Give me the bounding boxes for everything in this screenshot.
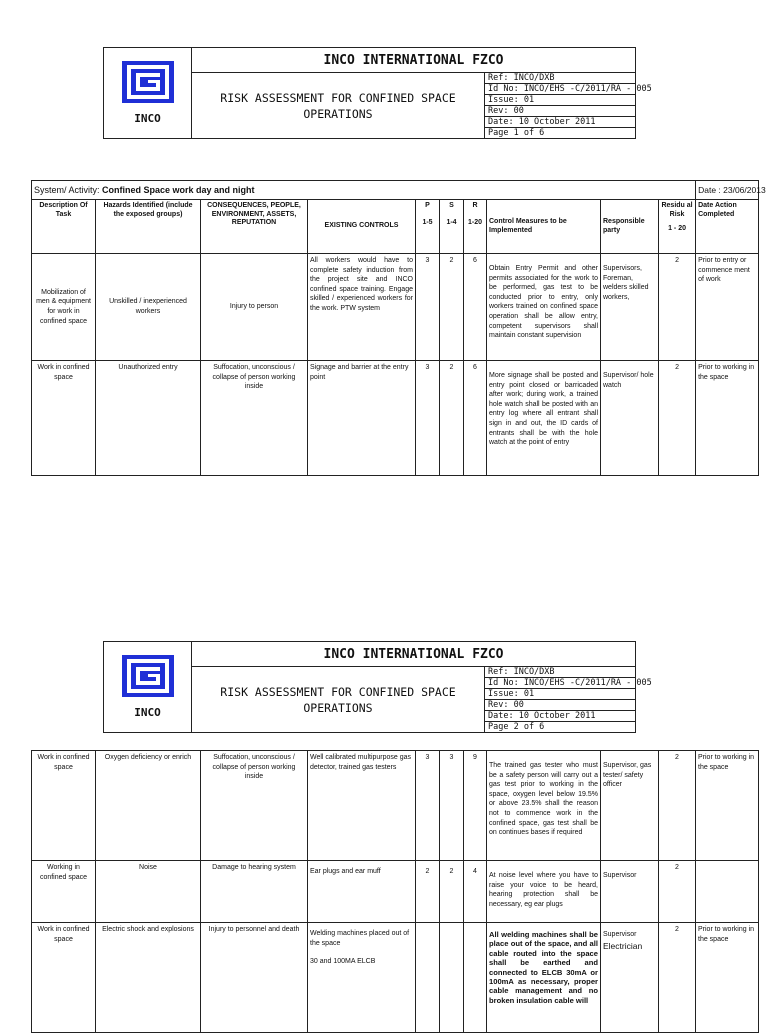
date-action-cell: Prior to entry or commence ment of work: [696, 254, 759, 361]
table-row: [32, 861, 759, 923]
hazard-cell: Noise: [96, 861, 201, 923]
hazard-cell: Oxygen deficiency or enrich: [96, 751, 201, 861]
hazard-cell: Unauthorized entry: [96, 361, 201, 476]
p-cell: 3: [416, 361, 440, 476]
column-header-row: [32, 200, 759, 254]
control-cell: More signage shall be posted and entry point closed or barricaded after work; during work, a trained hole watch shall be posted with an entry log where all entrant shall sign in and out, the ID cards of entrants shall be with the hole watch at the point of entry: [487, 361, 601, 476]
activity-label: System/ Activity:: [34, 185, 100, 195]
date-line: Date: 10 October 2011: [485, 711, 636, 722]
consequence-cell: Suffocation, unconscious / collapse of person working inside: [201, 751, 308, 861]
inco-logo-icon: [122, 61, 174, 103]
document-header: [103, 641, 652, 733]
risk-table-page-2: [31, 750, 759, 1033]
id-line: Id No: INCO/EHS -C/2011/RA - 005: [485, 678, 636, 689]
date-action-cell: Prior to working in the space: [696, 751, 759, 861]
col-control: Control Measures to be Implemented: [487, 200, 601, 254]
task-cell: Work in confined space: [32, 923, 96, 1033]
existing-cell: All workers would have to complete safety induction from the project site and INCO confined space training. Engage skilled / experienced workers for the work. PTW system: [308, 254, 416, 361]
logo-block: [104, 48, 192, 139]
residual-cell: 2: [659, 923, 696, 1033]
ref-line: Ref: INCO/DXB: [485, 73, 636, 84]
consequence-cell: Injury to person: [201, 254, 308, 361]
consequence-cell: Suffocation, unconscious / collapse of person working inside: [201, 361, 308, 476]
col-r: R 1-20: [464, 200, 487, 254]
col-p: P 1-5: [416, 200, 440, 254]
rev-line: Rev: 00: [485, 106, 636, 117]
existing-cell: [308, 923, 416, 1033]
ref-line: Ref: INCO/DXB: [485, 667, 636, 678]
document-header: [103, 47, 652, 139]
existing-text: Welding machines placed out of the space: [310, 930, 410, 947]
date-action-cell: Prior to working in the space: [696, 923, 759, 1033]
s-cell: 2: [440, 361, 464, 476]
date-action-cell: Prior to working in the space: [696, 361, 759, 476]
activity-value: Confined Space work day and night: [102, 185, 255, 195]
responsible-cell: Supervisor: [601, 861, 659, 923]
residual-cell: 2: [659, 361, 696, 476]
control-cell: The trained gas tester who must be a safety person will carry out a gas test prior to working in the space, oxygen level below 19.5% or above 23.5% shall the reason not to commence work in the confined space, gas test shall be on continues bases if required: [487, 751, 601, 861]
logo-text: INCO: [134, 706, 161, 719]
p-cell: 3: [416, 254, 440, 361]
responsible-cell: Supervisor/ hole watch: [601, 361, 659, 476]
existing-text-2: 30 and 100MA ELCB: [310, 958, 376, 966]
col-s: S 1-4: [440, 200, 464, 254]
id-line: Id No: INCO/EHS -C/2011/RA - 005: [485, 84, 636, 95]
activity-row: [32, 181, 759, 200]
residual-cell: 2: [659, 861, 696, 923]
task-cell: Work in confined space: [32, 751, 96, 861]
page-number: Page 2 of 6: [485, 722, 636, 733]
col-description: Description Of Task: [32, 200, 96, 254]
responsible-cell: Supervisor, gas tester/ safety officer: [601, 751, 659, 861]
document-title: RISK ASSESSMENT FOR CONFINED SPACE OPERATIONS: [192, 667, 485, 733]
inco-logo-icon: [122, 655, 174, 697]
consequence-cell: Injury to personnel and death: [201, 923, 308, 1033]
table-row: [32, 923, 759, 1033]
document-title: RISK ASSESSMENT FOR CONFINED SPACE OPERATIONS: [192, 73, 485, 139]
page-number: Page 1 of 6: [485, 128, 636, 139]
r-cell: 6: [464, 361, 487, 476]
company-name: INCO INTERNATIONAL FZCO: [192, 48, 636, 73]
date-action-cell: [696, 861, 759, 923]
task-cell: Work in confined space: [32, 361, 96, 476]
s-cell: 2: [440, 254, 464, 361]
s-cell: 3: [440, 751, 464, 861]
task-cell: Mobilization of men & equipment for work in confined space: [32, 254, 96, 361]
col-existing: EXISTING CONTROLS: [308, 200, 416, 254]
residual-cell: 2: [659, 254, 696, 361]
risk-table-page-1: [31, 180, 766, 476]
p-cell: [416, 923, 440, 1033]
p-cell: 3: [416, 751, 440, 861]
existing-cell: Ear plugs and ear muff: [308, 861, 416, 923]
date-line: Date: 10 October 2011: [485, 117, 636, 128]
col-consequences: CONSEQUENCES, PEOPLE, ENVIRONMENT, ASSETS, REPUTATION: [201, 200, 308, 254]
control-cell: Obtain Entry Permit and other permits associated for the work to be performed, gas test to be conducted prior to entry, only workers trained on confined space operation shall be allow entry, competent supervisors shall maintain constant supervision: [487, 254, 601, 361]
r-cell: 4: [464, 861, 487, 923]
responsible-text: Supervisor: [603, 931, 637, 938]
r-cell: 6: [464, 254, 487, 361]
table-row: [32, 751, 759, 861]
r-cell: [464, 923, 487, 1033]
r-cell: 9: [464, 751, 487, 861]
rev-line: Rev: 00: [485, 700, 636, 711]
responsible-text-2: Electrician: [603, 940, 643, 951]
task-cell: Working in confined space: [32, 861, 96, 923]
activity-cell: [32, 181, 696, 200]
hazard-cell: Electric shock and explosions: [96, 923, 201, 1033]
p-cell: 2: [416, 861, 440, 923]
residual-cell: 2: [659, 751, 696, 861]
existing-cell: Signage and barrier at the entry point: [308, 361, 416, 476]
hazard-cell: Unskilled / inexperienced workers: [96, 254, 201, 361]
consequence-cell: Damage to hearing system: [201, 861, 308, 923]
logo-text: INCO: [134, 112, 161, 125]
col-date-action: Date Action Completed: [696, 200, 759, 254]
issue-line: Issue: 01: [485, 689, 636, 700]
table-row: [32, 254, 759, 361]
control-cell: All welding machines shall be place out of the space, and all cable routed into the space shall be earthed and connected to ELCB 30mA or 100mA as necessary, proper cable management and no broken insulation cable will: [487, 923, 601, 1033]
company-name: INCO INTERNATIONAL FZCO: [192, 642, 636, 667]
activity-date: Date : 23/06/2013: [696, 181, 759, 200]
s-cell: [440, 923, 464, 1033]
responsible-cell: Supervisors, Foreman, welders skilled workers,: [601, 254, 659, 361]
col-residual: Residu al Risk 1 - 20: [659, 200, 696, 254]
existing-cell: Well calibrated multipurpose gas detector, trained gas testers: [308, 751, 416, 861]
col-hazards: Hazards Identified (include the exposed groups): [96, 200, 201, 254]
s-cell: 2: [440, 861, 464, 923]
table-row: [32, 361, 759, 476]
responsible-cell: [601, 923, 659, 1033]
issue-line: Issue: 01: [485, 95, 636, 106]
col-responsible: Responsible party: [601, 200, 659, 254]
control-cell: At noise level where you have to raise your voice to be heard, hearing protection shall be necessary, eg ear plugs: [487, 861, 601, 923]
logo-block: [104, 642, 192, 733]
